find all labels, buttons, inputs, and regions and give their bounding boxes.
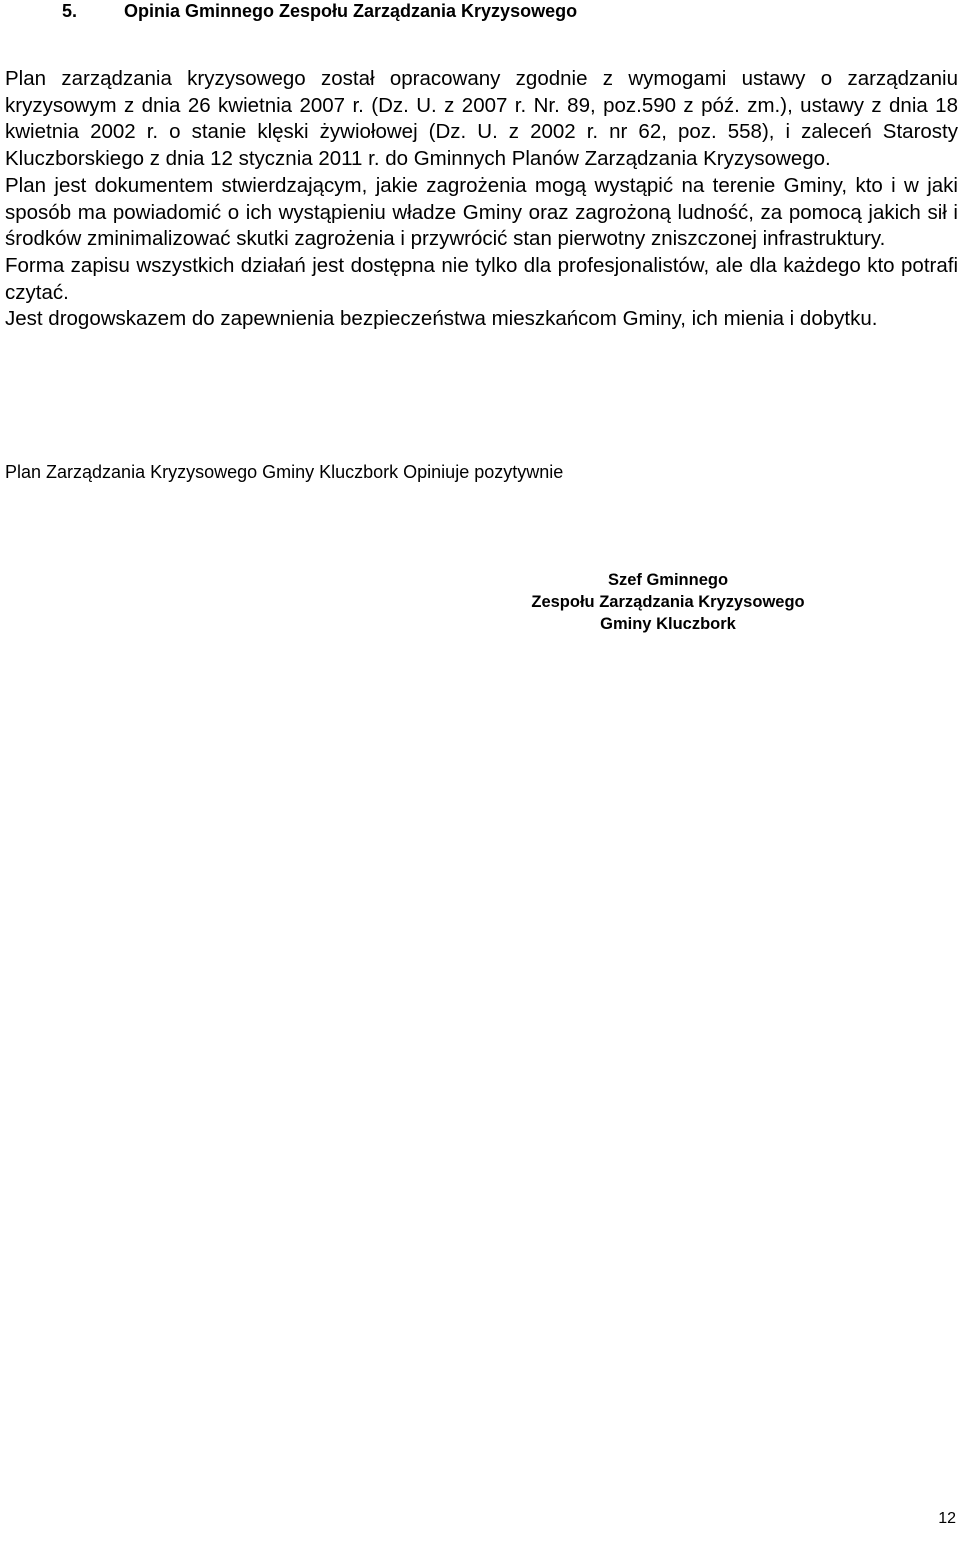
paragraph-legal-basis: Plan zarządzania kryzysowego został opracowany zgodnie z wymogami ustawy o zarządzaniu kryzysowym z dnia 26 kwietnia 2007 r. (Dz. U. z 2007 r. Nr. 89, poz.590 z póź. zm.), ustawy z dnia 18 kwietnia 2002 r. o stanie klęski żywiołowej (Dz. U. z 2002 r. nr 62, poz. 558), i zaleceń Starosty Kluczborskiego z dnia 12 stycznia 2011 r. do Gminnych Planów Zarządzania Kryzysowego. (5, 67, 958, 171)
signature-block (508, 569, 828, 635)
section-title: Opinia Gminnego Zespołu Zarządzania Kryzysowego (124, 1, 578, 21)
opinion-statement: Plan Zarządzania Kryzysowego Gminy Kluczbork Opiniuje pozytywnie (5, 462, 564, 482)
section-number: 5. (62, 1, 78, 21)
signature-line-1: Szef Gminnego (607, 571, 729, 589)
body-text (5, 66, 958, 333)
paragraph-form: Forma zapisu wszystkich działań jest dostępna nie tylko dla profesjonalistów, ale dla każdego kto potrafi czytać. (5, 253, 958, 304)
paragraph-guide: Jest drogowskazem do zapewnienia bezpieczeństwa mieszkańcom Gminy, ich mienia i dobytku. (5, 307, 878, 331)
paragraph-plan-description: Plan jest dokumentem stwierdzającym, jakie zagrożenia mogą wystąpić na terenie Gminy, kto i w jaki sposób ma powiadomić o ich wystąpieniu władze Gminy oraz zagrożoną ludność, za pomocą jakich sił i środków zminimalizować skutki zagrożenia i przywrócić stan pierwotny zniszczonej infrastruktury. (5, 173, 958, 251)
signature-line-3: Gminy Kluczbork (600, 615, 736, 633)
signature-line-2: Zespołu Zarządzania Kryzysowego (531, 593, 805, 611)
section-heading (62, 0, 577, 22)
page-number: 12 (938, 1510, 956, 1527)
